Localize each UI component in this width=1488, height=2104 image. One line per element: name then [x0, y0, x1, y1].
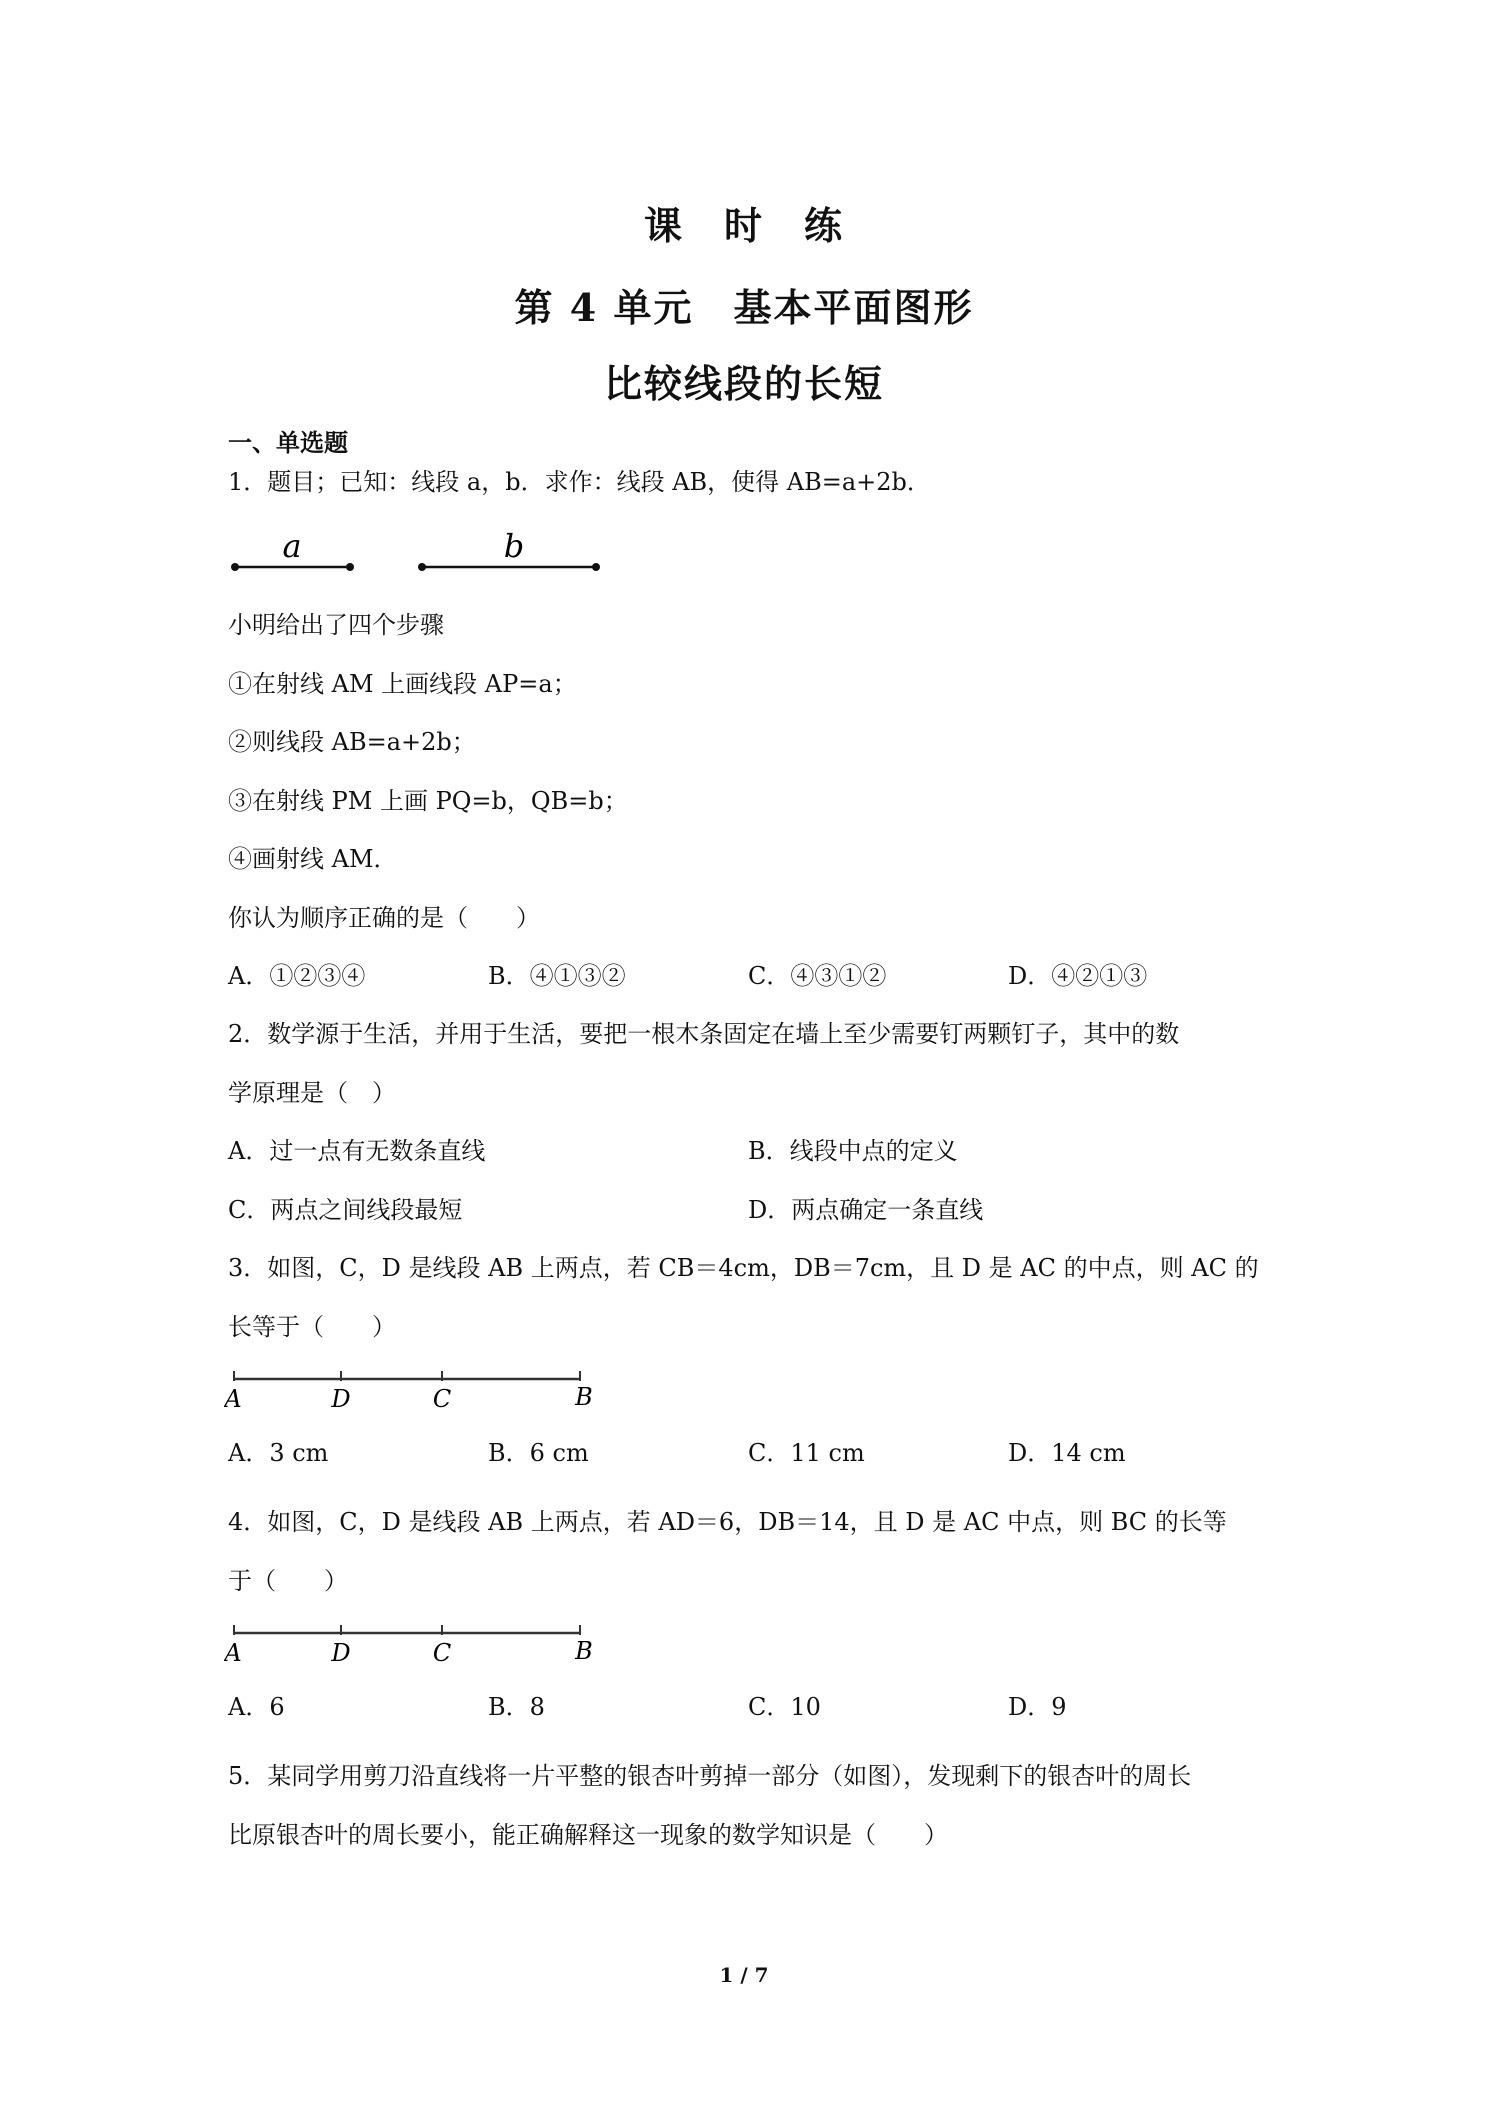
- q3-stem-line2: 长等于（ ）: [228, 1313, 396, 1341]
- q4-stem-line2: 于（ ）: [228, 1567, 348, 1595]
- doc-title: 课 时 练: [643, 203, 844, 248]
- q3-option-c[interactable]: C．11 cm: [748, 1439, 865, 1467]
- endpoint: [231, 563, 239, 571]
- q2-option-d[interactable]: D．两点确定一条直线: [748, 1196, 984, 1224]
- q4-option-d[interactable]: D．9: [1008, 1693, 1067, 1721]
- point-label-d: D: [331, 1385, 351, 1413]
- page-number: 1 / 7: [719, 1963, 769, 1987]
- q1-intro: 小明给出了四个步骤: [228, 611, 444, 639]
- unit-title: 第 4 单元 基本平面图形: [514, 285, 974, 330]
- section-heading: 一、单选题: [228, 428, 348, 457]
- q5-stem-line2: 比原银杏叶的周长要小，能正确解释这一现象的数学知识是（ ）: [228, 1821, 948, 1849]
- point-label-c: C: [432, 1385, 452, 1413]
- q3-option-b[interactable]: B．6 cm: [488, 1439, 589, 1467]
- q1-step-3: ③在射线 PM 上画 PQ=b，QB=b；: [228, 787, 628, 815]
- q2-stem-line1: 2．数学源于生活，并用于生活，要把一根木条固定在墙上至少需要钉两颗钉子，其中的数: [228, 1020, 1180, 1048]
- endpoint: [418, 563, 426, 571]
- point-label-a: A: [224, 1385, 242, 1413]
- q4-option-c[interactable]: C．10: [748, 1693, 821, 1721]
- q4-stem-line1: 4．如图，C，D 是线段 AB 上两点，若 AD＝6，DB＝14，且 D 是 AC 中点，则 BC 的长等: [228, 1508, 1227, 1536]
- q1-option-c[interactable]: C．④③①②: [748, 962, 887, 990]
- label-a: a: [282, 527, 302, 565]
- endpoint: [346, 563, 354, 571]
- endpoint: [592, 563, 600, 571]
- q4-figure: [224, 1619, 604, 1669]
- q2-option-b[interactable]: B．线段中点的定义: [748, 1137, 958, 1165]
- q2-option-a[interactable]: A．过一点有无数条直线: [228, 1137, 486, 1165]
- q1-step-1: ①在射线 AM 上画线段 AP=a；: [228, 670, 577, 698]
- q3-stem-line1: 3．如图，C，D 是线段 AB 上两点，若 CB＝4cm，DB＝7cm，且 D 是 AC 的中点，则 AC 的: [228, 1254, 1259, 1282]
- q2-stem-line2: 学原理是（ ）: [228, 1079, 396, 1107]
- lesson-title: 比较线段的长短: [603, 361, 884, 406]
- label-b: b: [503, 527, 525, 565]
- q5-stem-line1: 5．某同学用剪刀沿直线将一片平整的银杏叶剪掉一部分（如图），发现剩下的银杏叶的周长: [228, 1762, 1192, 1790]
- q1-figure: [228, 525, 608, 581]
- q3-option-d[interactable]: D．14 cm: [1008, 1439, 1126, 1467]
- point-label-a: A: [224, 1639, 242, 1667]
- q1-step-4: ④画射线 AM．: [228, 845, 398, 873]
- q2-option-c[interactable]: C．两点之间线段最短: [228, 1196, 463, 1224]
- point-label-c: C: [432, 1639, 452, 1667]
- point-label-d: D: [331, 1639, 351, 1667]
- q1-option-d[interactable]: D．④②①③: [1008, 962, 1148, 990]
- point-label-b: B: [575, 1637, 593, 1665]
- q4-option-a[interactable]: A．6: [228, 1693, 285, 1721]
- q1-question: 你认为顺序正确的是（ ）: [228, 904, 540, 932]
- q1-option-a[interactable]: A．①②③④: [228, 962, 366, 990]
- q1-stem: 1．题目；已知：线段 a，b．求作：线段 AB，使得 AB=a+2b．: [228, 468, 931, 496]
- q3-option-a[interactable]: A．3 cm: [228, 1439, 329, 1467]
- q3-figure: [224, 1365, 604, 1415]
- q1-step-2: ②则线段 AB=a+2b；: [228, 728, 476, 756]
- q1-option-b[interactable]: B．④①③②: [488, 962, 626, 990]
- q4-option-b[interactable]: B．8: [488, 1693, 545, 1721]
- point-label-b: B: [575, 1383, 593, 1411]
